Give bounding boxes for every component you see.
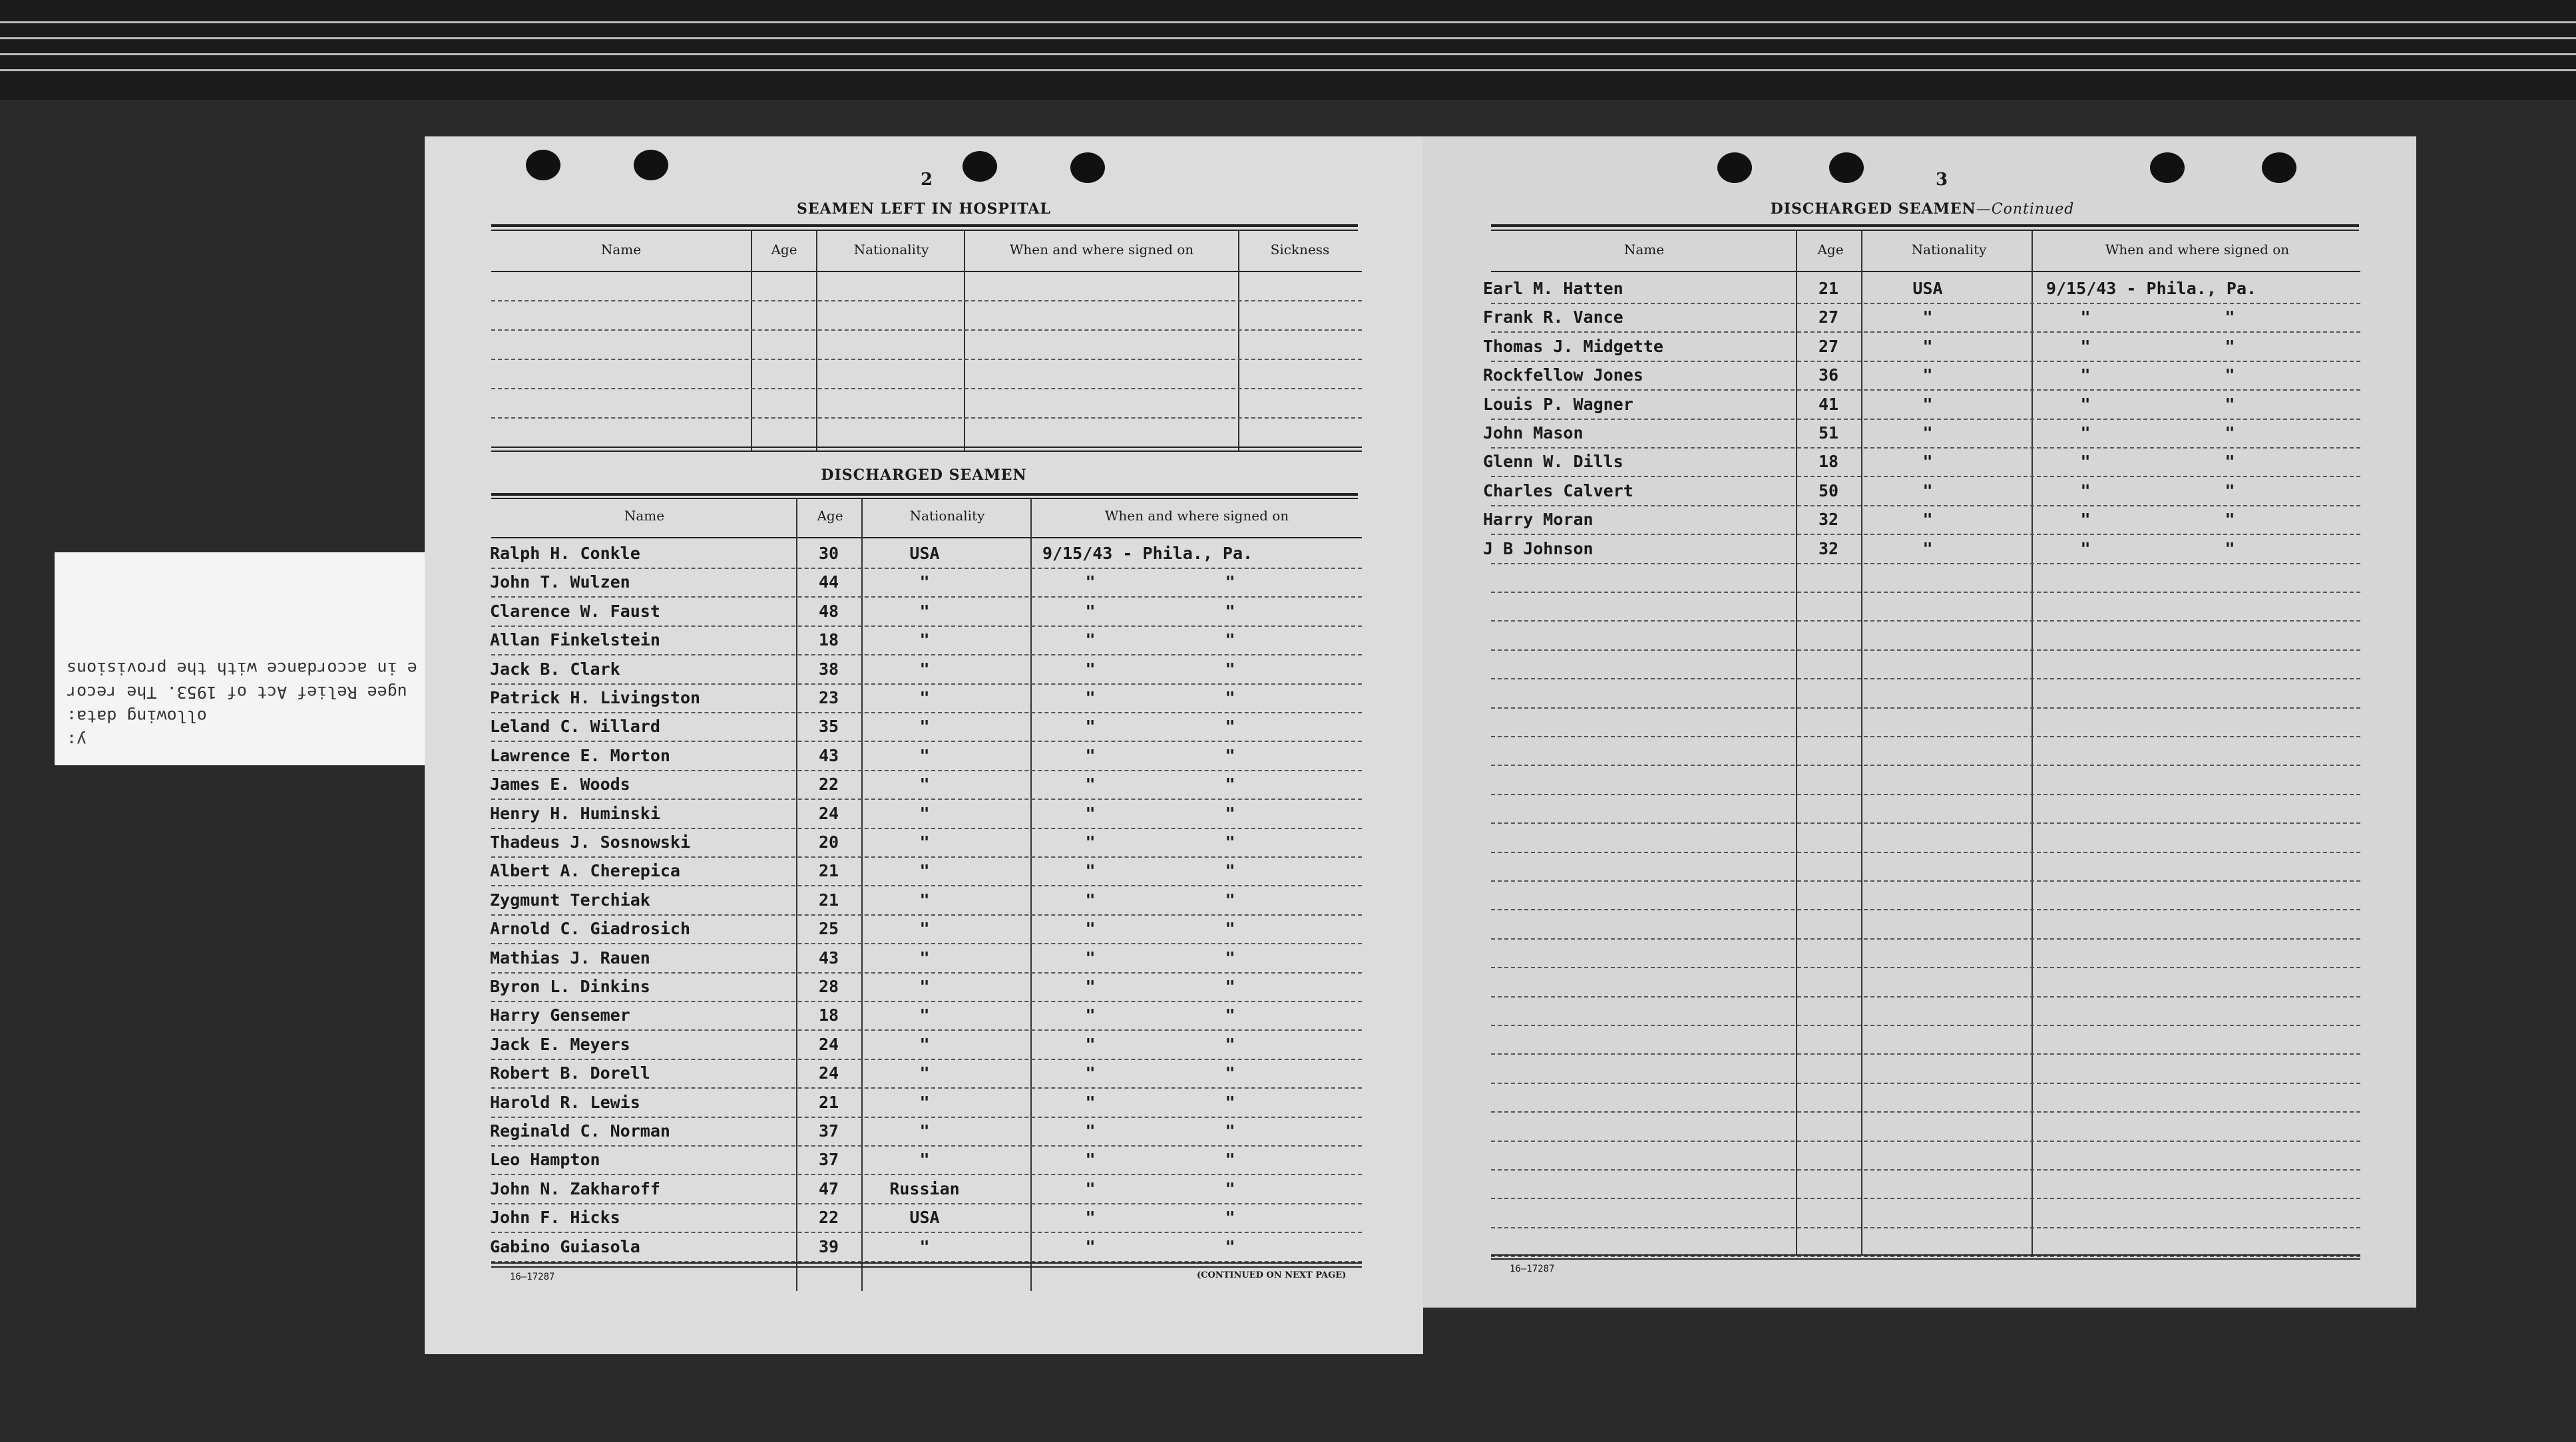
- discharged-continued-title: [1423, 200, 2416, 218]
- seaman-age: 18: [1818, 452, 1839, 472]
- row-line: [1491, 678, 2360, 679]
- seaman-nationality: ": [919, 1150, 930, 1170]
- row-line: [1491, 1141, 2360, 1142]
- seaman-signed-place: ": [2225, 452, 2235, 472]
- row-line: [491, 359, 1362, 360]
- seaman-nationality: ": [919, 630, 930, 650]
- seaman-name: John F. Hicks: [490, 1208, 620, 1228]
- rule: [491, 537, 1362, 538]
- seaman-nationality: ": [919, 890, 930, 910]
- seaman-age: 28: [818, 977, 839, 996]
- seaman-signed-date: ": [1085, 832, 1096, 852]
- rule: [491, 1266, 1362, 1268]
- seaman-age: 27: [1818, 307, 1839, 327]
- row-line: [491, 388, 1362, 389]
- seaman-age: 39: [818, 1236, 839, 1256]
- row-line: [1491, 794, 2360, 795]
- row-line: [1491, 476, 2360, 477]
- seaman-signed-place: ": [1225, 803, 1235, 823]
- seaman-age: 41: [1818, 394, 1839, 414]
- seaman-age: 43: [818, 745, 839, 765]
- row-line: [491, 885, 1362, 886]
- seaman-signed-place: ": [1225, 630, 1235, 650]
- seaman-signed-date: ": [1085, 948, 1096, 968]
- seaman-nationality: ": [1922, 394, 1933, 414]
- seaman-name: Harry Moran: [1483, 510, 1594, 530]
- seaman-signed-date: ": [1085, 1178, 1096, 1198]
- seaman-nationality: ": [1922, 538, 1933, 558]
- seaman-nationality: ": [919, 572, 930, 592]
- seaman-signed-on: 9/15/43 - Phila., Pa.: [1042, 544, 1253, 563]
- row-line: [1491, 822, 2360, 824]
- rule: [1491, 1254, 2360, 1256]
- seaman-signed-place: ": [1225, 861, 1235, 881]
- slip-line: ollowing data:: [67, 707, 207, 726]
- rule: [491, 493, 1358, 496]
- seaman-name: Allan Finkelstein: [490, 630, 660, 650]
- row-line: [1491, 505, 2360, 506]
- seaman-nationality: USA: [1912, 279, 1943, 298]
- seaman-name: Thadeus J. Sosnowski: [490, 832, 691, 852]
- seaman-signed-date: ": [1085, 717, 1096, 737]
- row-line: [1491, 707, 2360, 709]
- seaman-name: Earl M. Hatten: [1483, 279, 1623, 298]
- seaman-signed-date: ": [1085, 775, 1096, 795]
- discharged-header-name: Name: [624, 508, 665, 524]
- row-line: [1491, 967, 2360, 968]
- row-line: [1491, 303, 2360, 304]
- row-line: [491, 943, 1362, 944]
- seaman-signed-place: ": [2225, 538, 2235, 558]
- seaman-name: James E. Woods: [490, 775, 630, 795]
- row-line: [491, 1087, 1362, 1089]
- row-line: [491, 799, 1362, 800]
- seaman-nationality: ": [919, 832, 930, 852]
- seaman-name: Byron L. Dinkins: [490, 977, 650, 996]
- seaman-name: Albert A. Cherepica: [490, 861, 680, 881]
- left-page: [425, 136, 1423, 1354]
- seaman-nationality: ": [919, 1092, 930, 1112]
- seaman-nationality: ": [1922, 510, 1933, 530]
- row-line: [491, 1145, 1362, 1147]
- seaman-signed-place: ": [2225, 480, 2235, 500]
- row-line: [491, 1029, 1362, 1031]
- punch-hole-icon: [1717, 152, 1752, 183]
- seaman-signed-date: ": [1085, 1034, 1096, 1054]
- seaman-signed-date: ": [1085, 745, 1096, 765]
- form-number: 16—17287: [1510, 1264, 1555, 1274]
- seaman-signed-place: ": [1225, 688, 1235, 707]
- seaman-name: Robert B. Dorell: [490, 1063, 650, 1083]
- rule: [491, 451, 1362, 452]
- seaman-age: 21: [818, 861, 839, 881]
- seaman-signed-place: ": [1225, 659, 1235, 679]
- seaman-name: Leo Hampton: [490, 1150, 600, 1170]
- seaman-age: 36: [1818, 365, 1839, 385]
- seaman-signed-date: ": [1085, 601, 1096, 621]
- seaman-nationality: ": [919, 1236, 930, 1256]
- seaman-name: John Mason: [1483, 423, 1584, 443]
- seaman-signed-place: ": [1225, 1092, 1235, 1112]
- seaman-signed-date: ": [1085, 1092, 1096, 1112]
- seaman-nationality: ": [919, 1005, 930, 1025]
- row-line: [1491, 880, 2360, 882]
- seaman-age: 25: [818, 919, 839, 939]
- seaman-name: Louis P. Wagner: [1483, 394, 1633, 414]
- row-line: [1491, 620, 2360, 622]
- rule: [491, 271, 1362, 272]
- row-line: [1491, 1198, 2360, 1199]
- seaman-age: 43: [818, 948, 839, 968]
- seaman-age: 48: [818, 601, 839, 621]
- seaman-signed-place: ": [1225, 977, 1235, 996]
- seaman-name: Charles Calvert: [1483, 480, 1633, 500]
- seaman-signed-place: ": [1225, 1005, 1235, 1025]
- seaman-nationality: ": [919, 1063, 930, 1083]
- row-line: [491, 596, 1362, 598]
- seaman-signed-place: ": [1225, 919, 1235, 939]
- row-line: [491, 683, 1362, 685]
- seaman-signed-place: ": [2225, 336, 2235, 356]
- seaman-signed-date: ": [2080, 423, 2091, 443]
- slip-line: ugee Relief Act of 1953. The recor: [67, 683, 407, 702]
- seaman-age: 37: [818, 1150, 839, 1170]
- discharged-header-when: When and where signed on: [1104, 508, 1289, 524]
- seaman-signed-date: ": [1085, 688, 1096, 707]
- row-line: [1491, 1256, 2360, 1257]
- row-line: [1491, 852, 2360, 853]
- row-line: [1491, 1083, 2360, 1084]
- row-line: [1491, 1025, 2360, 1026]
- row-line: [1491, 331, 2360, 333]
- seaman-age: 51: [1818, 423, 1839, 443]
- seaman-signed-date: ": [1085, 803, 1096, 823]
- hospital-header-when: When and where signed on: [1009, 242, 1194, 258]
- right-header-age: Age: [1817, 242, 1844, 258]
- seaman-signed-date: ": [2080, 394, 2091, 414]
- seaman-nationality: ": [919, 861, 930, 881]
- seaman-nationality: ": [919, 745, 930, 765]
- seaman-age: 38: [818, 659, 839, 679]
- row-line: [491, 712, 1362, 713]
- seaman-name: Glenn W. Dills: [1483, 452, 1623, 472]
- row-line: [491, 654, 1362, 655]
- hospital-header-name: Name: [600, 242, 642, 258]
- row-line: [491, 856, 1362, 858]
- seaman-name: Reginald C. Norman: [490, 1121, 670, 1141]
- seaman-age: 30: [818, 544, 839, 563]
- seaman-age: 22: [818, 775, 839, 795]
- punch-hole-icon: [1070, 152, 1105, 183]
- row-line: [491, 1001, 1362, 1002]
- rule: [491, 498, 1358, 499]
- seaman-signed-date: ": [2080, 480, 2091, 500]
- seaman-age: 24: [818, 1063, 839, 1083]
- rule: [1491, 230, 2359, 231]
- seaman-signed-place: ": [1225, 832, 1235, 852]
- row-line: [491, 329, 1362, 331]
- seaman-signed-date: ": [1085, 659, 1096, 679]
- page-number: 2: [921, 170, 933, 190]
- seaman-signed-place: ": [1225, 601, 1235, 621]
- row-line: [491, 914, 1362, 916]
- seaman-signed-date: ": [1085, 630, 1096, 650]
- seaman-age: 18: [818, 630, 839, 650]
- punch-hole-icon: [2262, 152, 2296, 183]
- seaman-name: John N. Zakharoff: [490, 1178, 660, 1198]
- seaman-nationality: ": [1922, 423, 1933, 443]
- seaman-signed-place: ": [1225, 1208, 1235, 1228]
- punch-hole-icon: [1829, 152, 1864, 183]
- rule: [491, 1262, 1362, 1264]
- rule: [1491, 271, 2360, 272]
- row-line: [1491, 765, 2360, 766]
- seaman-age: 50: [1818, 480, 1839, 500]
- row-line: [1491, 1169, 2360, 1171]
- row-line: [491, 1174, 1362, 1175]
- rule: [491, 447, 1362, 448]
- seaman-age: 21: [1818, 279, 1839, 298]
- seaman-signed-place: ": [2225, 423, 2235, 443]
- seaman-nationality: ": [1922, 307, 1933, 327]
- seaman-signed-date: ": [1085, 1150, 1096, 1170]
- seaman-nationality: USA: [909, 1208, 940, 1228]
- row-line: [491, 626, 1362, 627]
- seaman-nationality: ": [1922, 365, 1933, 385]
- row-line: [1491, 592, 2360, 593]
- seaman-signed-place: ": [1225, 1121, 1235, 1141]
- rule: [491, 230, 1358, 231]
- seaman-signed-date: ": [1085, 1208, 1096, 1228]
- seaman-nationality: ": [919, 601, 930, 621]
- seaman-name: Henry H. Huminski: [490, 803, 660, 823]
- attached-slip: [55, 552, 444, 765]
- seaman-name: Arnold C. Giadrosich: [490, 919, 691, 939]
- seaman-nationality: ": [919, 688, 930, 707]
- seaman-signed-date: ": [2080, 452, 2091, 472]
- seaman-name: Ralph H. Conkle: [490, 544, 640, 563]
- punch-hole-icon: [634, 150, 668, 180]
- rule: [1491, 224, 2359, 227]
- seaman-name: Harry Gensemer: [490, 1005, 630, 1025]
- seaman-name: Lawrence E. Morton: [490, 745, 670, 765]
- seaman-name: Clarence W. Faust: [490, 601, 660, 621]
- row-line: [491, 972, 1362, 974]
- seaman-age: 27: [1818, 336, 1839, 356]
- punch-hole-icon: [2150, 152, 2185, 183]
- row-line: [491, 1232, 1362, 1233]
- seaman-nationality: ": [919, 1034, 930, 1054]
- seaman-nationality: ": [919, 919, 930, 939]
- seaman-name: Gabino Guiasola: [490, 1236, 640, 1256]
- seaman-age: 35: [818, 717, 839, 737]
- seaman-age: 21: [818, 890, 839, 910]
- seaman-name: Rockfellow Jones: [1483, 365, 1643, 385]
- seaman-name: Harold R. Lewis: [490, 1092, 640, 1112]
- seaman-nationality: ": [919, 659, 930, 679]
- punch-hole-icon: [526, 150, 560, 180]
- seaman-signed-date: ": [1085, 572, 1096, 592]
- seaman-signed-date: ": [2080, 307, 2091, 327]
- seaman-signed-place: ": [1225, 1063, 1235, 1083]
- discharged-title: DISCHARGED SEAMEN: [821, 466, 1027, 484]
- seaman-signed-date: ": [2080, 365, 2091, 385]
- seaman-signed-place: ": [2225, 365, 2235, 385]
- seaman-nationality: ": [919, 1121, 930, 1141]
- seaman-name: Zygmunt Terchiak: [490, 890, 650, 910]
- seaman-nationality: ": [1922, 480, 1933, 500]
- seaman-nationality: ": [919, 775, 930, 795]
- punch-hole-icon: [963, 151, 997, 182]
- seaman-age: 18: [818, 1005, 839, 1025]
- rule: [1491, 1258, 2360, 1260]
- row-line: [1491, 419, 2360, 420]
- seaman-signed-date: ": [1085, 919, 1096, 939]
- seaman-nationality: ": [919, 803, 930, 823]
- seaman-name: Thomas J. Midgette: [1483, 336, 1663, 356]
- seaman-nationality: ": [1922, 336, 1933, 356]
- seaman-nationality: ": [1922, 452, 1933, 472]
- row-line: [1491, 1227, 2360, 1228]
- seaman-nationality: ": [919, 977, 930, 996]
- right-header-nationality: Nationality: [1911, 242, 1987, 258]
- seaman-age: 44: [818, 572, 839, 592]
- seaman-nationality: USA: [909, 544, 940, 563]
- seaman-signed-place: ": [1225, 1034, 1235, 1054]
- seaman-signed-date: ": [1085, 1121, 1096, 1141]
- seaman-age: 37: [818, 1121, 839, 1141]
- title-main: DISCHARGED SEAMEN: [1770, 200, 1976, 218]
- continued-note: (CONTINUED ON NEXT PAGE): [1197, 1270, 1347, 1280]
- seaman-name: Frank R. Vance: [1483, 307, 1623, 327]
- seaman-age: 22: [818, 1208, 839, 1228]
- seaman-name: John T. Wulzen: [490, 572, 630, 592]
- rule: [491, 224, 1358, 227]
- title-sub: —Continued: [1976, 201, 2075, 218]
- seaman-name: Mathias J. Rauen: [490, 948, 650, 968]
- film-line: [0, 37, 2576, 39]
- seaman-age: 24: [818, 1034, 839, 1054]
- row-line: [491, 1117, 1362, 1118]
- hospital-header-sickness: Sickness: [1270, 242, 1330, 258]
- discharged-header-nationality: Nationality: [909, 508, 985, 524]
- seaman-signed-date: ": [2080, 510, 2091, 530]
- seaman-signed-date: ": [2080, 538, 2091, 558]
- col-divider: [2032, 231, 2033, 1256]
- slip-text: [55, 552, 444, 765]
- row-line: [1491, 361, 2360, 362]
- seaman-name: Leland C. Willard: [490, 717, 660, 737]
- row-line: [491, 568, 1362, 569]
- film-line: [0, 53, 2576, 55]
- seaman-signed-place: ": [1225, 745, 1235, 765]
- seaman-signed-date: ": [1085, 890, 1096, 910]
- seaman-name: J B Johnson: [1483, 538, 1594, 558]
- right-page: [1423, 136, 2416, 1308]
- seaman-signed-date: ": [1085, 1236, 1096, 1256]
- seaman-age: 24: [818, 803, 839, 823]
- row-line: [491, 1203, 1362, 1204]
- row-line: [1491, 996, 2360, 997]
- row-line: [491, 741, 1362, 742]
- slip-line: e in accordance with the provisions: [67, 659, 417, 678]
- seaman-signed-place: ": [2225, 307, 2235, 327]
- seaman-signed-place: ": [2225, 394, 2235, 414]
- row-line: [1491, 534, 2360, 535]
- seaman-signed-date: ": [2080, 336, 2091, 356]
- row-line: [491, 417, 1362, 419]
- slip-line: y:: [67, 731, 87, 750]
- seaman-age: 23: [818, 688, 839, 707]
- seaman-signed-place: ": [1225, 1236, 1235, 1256]
- seaman-nationality: ": [919, 948, 930, 968]
- row-line: [1491, 1053, 2360, 1055]
- seaman-signed-place: ": [2225, 510, 2235, 530]
- seaman-signed-place: ": [1225, 717, 1235, 737]
- seaman-signed-place: ": [1225, 890, 1235, 910]
- seaman-signed-place: ": [1225, 775, 1235, 795]
- seaman-name: Jack E. Meyers: [490, 1034, 630, 1054]
- seaman-signed-place: ": [1225, 1178, 1235, 1198]
- right-header-name: Name: [1623, 242, 1665, 258]
- row-line: [1491, 736, 2360, 737]
- form-number: 16—17287: [510, 1272, 555, 1282]
- seaman-age: 32: [1818, 510, 1839, 530]
- row-line: [1491, 1111, 2360, 1113]
- hospital-header-age: Age: [771, 242, 797, 258]
- seaman-age: 32: [1818, 538, 1839, 558]
- row-line: [1491, 909, 2360, 910]
- row-line: [491, 770, 1362, 771]
- seaman-signed-date: ": [1085, 1063, 1096, 1083]
- row-line: [491, 300, 1362, 301]
- seaman-age: 20: [818, 832, 839, 852]
- hospital-title: SEAMEN LEFT IN HOSPITAL: [797, 200, 1051, 218]
- col-divider: [1030, 499, 1032, 1291]
- seaman-name: Patrick H. Livingston: [490, 688, 701, 707]
- film-line: [0, 21, 2576, 23]
- film-strip: [0, 0, 2576, 100]
- row-line: [1491, 938, 2360, 940]
- discharged-header-age: Age: [817, 508, 843, 524]
- row-line: [1491, 447, 2360, 449]
- row-line: [1491, 649, 2360, 651]
- seaman-signed-date: ": [1085, 861, 1096, 881]
- row-line: [1491, 389, 2360, 391]
- seaman-name: Jack B. Clark: [490, 659, 620, 679]
- seaman-signed-place: ": [1225, 948, 1235, 968]
- seaman-signed-on: 9/15/43 - Phila., Pa.: [2046, 279, 2257, 298]
- seaman-signed-place: ": [1225, 572, 1235, 592]
- seaman-signed-date: ": [1085, 1005, 1096, 1025]
- film-line: [0, 69, 2576, 71]
- seaman-age: 47: [818, 1178, 839, 1198]
- seaman-signed-date: ": [1085, 977, 1096, 996]
- seaman-age: 21: [818, 1092, 839, 1112]
- hospital-header-nationality: Nationality: [853, 242, 929, 258]
- row-line: [1491, 563, 2360, 564]
- row-line: [491, 828, 1362, 829]
- seaman-nationality: ": [919, 717, 930, 737]
- right-header-when: When and where signed on: [2105, 242, 2290, 258]
- seaman-nationality: Russian: [889, 1178, 960, 1198]
- seaman-signed-place: ": [1225, 1150, 1235, 1170]
- row-line: [491, 1059, 1362, 1060]
- page-number: 3: [1936, 170, 1948, 190]
